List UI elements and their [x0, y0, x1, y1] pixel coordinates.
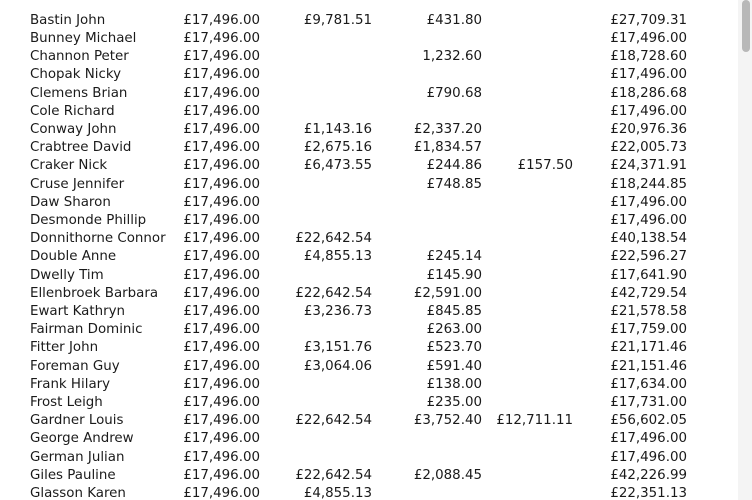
- cell-basic: £17,496.00: [183, 140, 260, 156]
- cell-c4: £263.00: [426, 322, 482, 338]
- cell-name: Ellenbroek Barbara: [30, 285, 159, 301]
- table-row: [0, 339, 752, 357]
- table-row: [0, 12, 752, 30]
- table-row: [0, 412, 752, 430]
- cell-basic: £17,496.00: [183, 395, 260, 410]
- cell-basic: £17,496.00: [183, 85, 260, 101]
- table-row: [0, 30, 752, 48]
- cell-c3: £22,642.54: [295, 285, 372, 301]
- table-row: [0, 376, 752, 394]
- table-row: [0, 48, 752, 66]
- cell-c4: £2,591.00: [413, 285, 482, 301]
- cell-c3: £6,473.55: [303, 158, 372, 174]
- cell-c4: £591.40: [426, 358, 482, 374]
- cell-c3: £9,781.51: [303, 12, 372, 28]
- cell-total: £18,244.85: [610, 176, 687, 192]
- cell-c3: £3,236.73: [303, 304, 372, 319]
- cell-basic: £17,496.00: [183, 67, 260, 83]
- cell-c3: £3,064.06: [303, 358, 372, 374]
- cell-c4: £748.85: [426, 176, 482, 192]
- table-row: [0, 66, 752, 84]
- cell-basic: £17,496.00: [183, 267, 260, 283]
- cell-basic: £17,496.00: [183, 103, 260, 119]
- table-row: [0, 467, 752, 485]
- cell-total: £56,602.05: [610, 413, 687, 429]
- table-row: [0, 212, 752, 230]
- table-row: [0, 230, 752, 248]
- cell-name: Clemens Brian: [30, 85, 128, 101]
- cell-total: £17,634.00: [610, 376, 687, 392]
- cell-total: £21,578.58: [610, 304, 687, 319]
- cell-name: Gardner Louis: [30, 413, 124, 429]
- cell-basic: £17,496.00: [183, 158, 260, 174]
- cell-basic: £17,496.00: [183, 322, 260, 338]
- cell-total: £17,496.00: [610, 31, 687, 46]
- table-row: [0, 394, 752, 412]
- cell-name: Chopak Nicky: [30, 67, 122, 83]
- cell-name: Conway John: [30, 122, 117, 137]
- cell-c3: £4,855.13: [303, 486, 372, 500]
- cell-total: £22,596.27: [610, 249, 687, 265]
- table-row: [0, 321, 752, 339]
- cell-c3: £22,642.54: [295, 231, 372, 247]
- table-row: [0, 449, 752, 467]
- cell-basic: £17,496.00: [183, 12, 260, 28]
- cell-total: £17,496.00: [610, 213, 687, 228]
- cell-name: Giles Pauline: [30, 467, 116, 483]
- cell-total: £21,171.46: [610, 340, 687, 356]
- cell-total: £40,138.54: [610, 231, 687, 247]
- table-row: [0, 0, 752, 12]
- cell-name: Cruse Jennifer: [30, 176, 125, 192]
- cell-total: £42,226.99: [610, 467, 687, 483]
- cell-total: £27,709.31: [610, 12, 687, 28]
- cell-c4: £245.14: [426, 249, 482, 265]
- cell-c3: £2,675.16: [303, 140, 372, 156]
- table-row: [0, 267, 752, 285]
- cell-name: Craker Nick: [30, 158, 108, 174]
- cell-basic: £17,496.00: [183, 49, 260, 65]
- table-row: [0, 194, 752, 212]
- cell-total: £18,286.68: [610, 85, 687, 101]
- cell-c4: £431.80: [426, 12, 482, 28]
- cell-name: Fitter John: [30, 340, 99, 356]
- cell-basic: £17,496.00: [183, 431, 260, 447]
- cell-basic: £17,496.00: [183, 176, 260, 192]
- cell-total: £17,641.90: [610, 267, 687, 283]
- cell-name: Donnithorne Connor: [30, 231, 166, 247]
- table-row: [0, 358, 752, 376]
- cell-total: £22,351.13: [610, 486, 687, 500]
- cell-name: Fairman Dominic: [30, 322, 143, 338]
- cell-c3: £22,642.54: [295, 467, 372, 483]
- table-row: [0, 139, 752, 157]
- cell-name: Frank Hilary: [30, 376, 111, 392]
- cell-basic: £17,496.00: [183, 31, 260, 46]
- cell-total: £24,371.91: [610, 158, 687, 174]
- table-row: [0, 248, 752, 266]
- cell-c4: £145.90: [426, 267, 482, 283]
- cell-c3: £4,855.13: [303, 249, 372, 265]
- cell-c4: £235.00: [426, 395, 482, 410]
- cell-name: Frost Leigh: [30, 395, 103, 410]
- cell-total: £42,729.54: [610, 285, 687, 301]
- cell-c4: £3,752.40: [413, 413, 482, 429]
- cell-name: Bastin John: [30, 12, 106, 28]
- cell-c4: £244.86: [426, 158, 482, 174]
- cell-name: Cole Richard: [30, 103, 115, 119]
- cell-c4: £523.70: [426, 340, 482, 356]
- cell-basic: £17,496.00: [183, 413, 260, 429]
- cell-total: £17,496.00: [610, 67, 687, 83]
- cell-basic: £17,496.00: [183, 285, 260, 301]
- table-row: [0, 430, 752, 448]
- cell-c3: £22,642.54: [295, 413, 372, 429]
- cell-name: Foreman Guy: [30, 358, 120, 374]
- cell-basic: £17,496.00: [183, 249, 260, 265]
- cell-c4: £845.85: [426, 304, 482, 319]
- cell-basic: £17,496.00: [183, 231, 260, 247]
- table-row: [0, 103, 752, 121]
- table-row: [0, 303, 752, 321]
- table-row: [0, 121, 752, 139]
- cell-basic: £17,496.00: [183, 449, 260, 465]
- cell-total: £22,005.73: [610, 140, 687, 156]
- table-row: [0, 485, 752, 500]
- cell-c4: 1,232.60: [422, 49, 482, 65]
- cell-basic: £17,496.00: [183, 467, 260, 483]
- table-row: [0, 85, 752, 103]
- cell-c4: £790.68: [426, 85, 482, 101]
- cell-c5: £157.50: [517, 158, 573, 174]
- cell-basic: £17,496.00: [183, 358, 260, 374]
- cell-basic: £17,496.00: [183, 122, 260, 137]
- cell-name: Dwelly Tim: [30, 267, 104, 283]
- cell-total: £17,496.00: [610, 449, 687, 465]
- cell-total: £17,496.00: [610, 103, 687, 119]
- cell-total: £17,759.00: [610, 322, 687, 338]
- cell-name: Desmonde Phillip: [30, 213, 147, 228]
- table-row: [0, 176, 752, 194]
- cell-name: German Julian: [30, 449, 125, 465]
- cell-total: £17,731.00: [610, 395, 687, 410]
- cell-basic: £17,496.00: [183, 376, 260, 392]
- cell-basic: £17,496.00: [183, 194, 260, 210]
- cell-total: £18,728.60: [610, 49, 687, 65]
- cell-name: George Andrew: [30, 431, 134, 447]
- cell-total: £20,976.36: [610, 122, 687, 137]
- cell-name: Glasson Karen: [30, 486, 126, 500]
- cell-basic: £17,496.00: [183, 213, 260, 228]
- cell-name: Daw Sharon: [30, 194, 111, 210]
- cell-name: Channon Peter: [30, 49, 129, 65]
- cell-c5: £12,711.11: [496, 413, 573, 429]
- cell-basic: £17,496.00: [183, 486, 260, 500]
- cell-c4: £2,088.45: [413, 467, 482, 483]
- cell-basic: £17,496.00: [183, 304, 260, 319]
- table-row: [0, 157, 752, 175]
- cell-name: Bunney Michael: [30, 31, 137, 46]
- cell-c4: £1,834.57: [413, 140, 482, 156]
- cell-name: Crabtree David: [30, 140, 132, 156]
- cell-total: £17,496.00: [610, 194, 687, 210]
- cell-c4: £2,337.20: [413, 122, 482, 137]
- cell-name: Double Anne: [30, 249, 117, 265]
- scrollbar-thumb[interactable]: [742, 0, 750, 52]
- cell-c3: £1,143.16: [303, 122, 372, 137]
- cell-c4: £138.00: [426, 376, 482, 392]
- cell-basic: £17,496.00: [183, 340, 260, 356]
- table-row: [0, 285, 752, 303]
- scrollbar[interactable]: [738, 0, 752, 500]
- cell-total: £21,151.46: [610, 358, 687, 374]
- cell-name: Ewart Kathryn: [30, 304, 126, 319]
- cell-total: £17,496.00: [610, 431, 687, 447]
- cell-c3: £3,151.76: [303, 340, 372, 356]
